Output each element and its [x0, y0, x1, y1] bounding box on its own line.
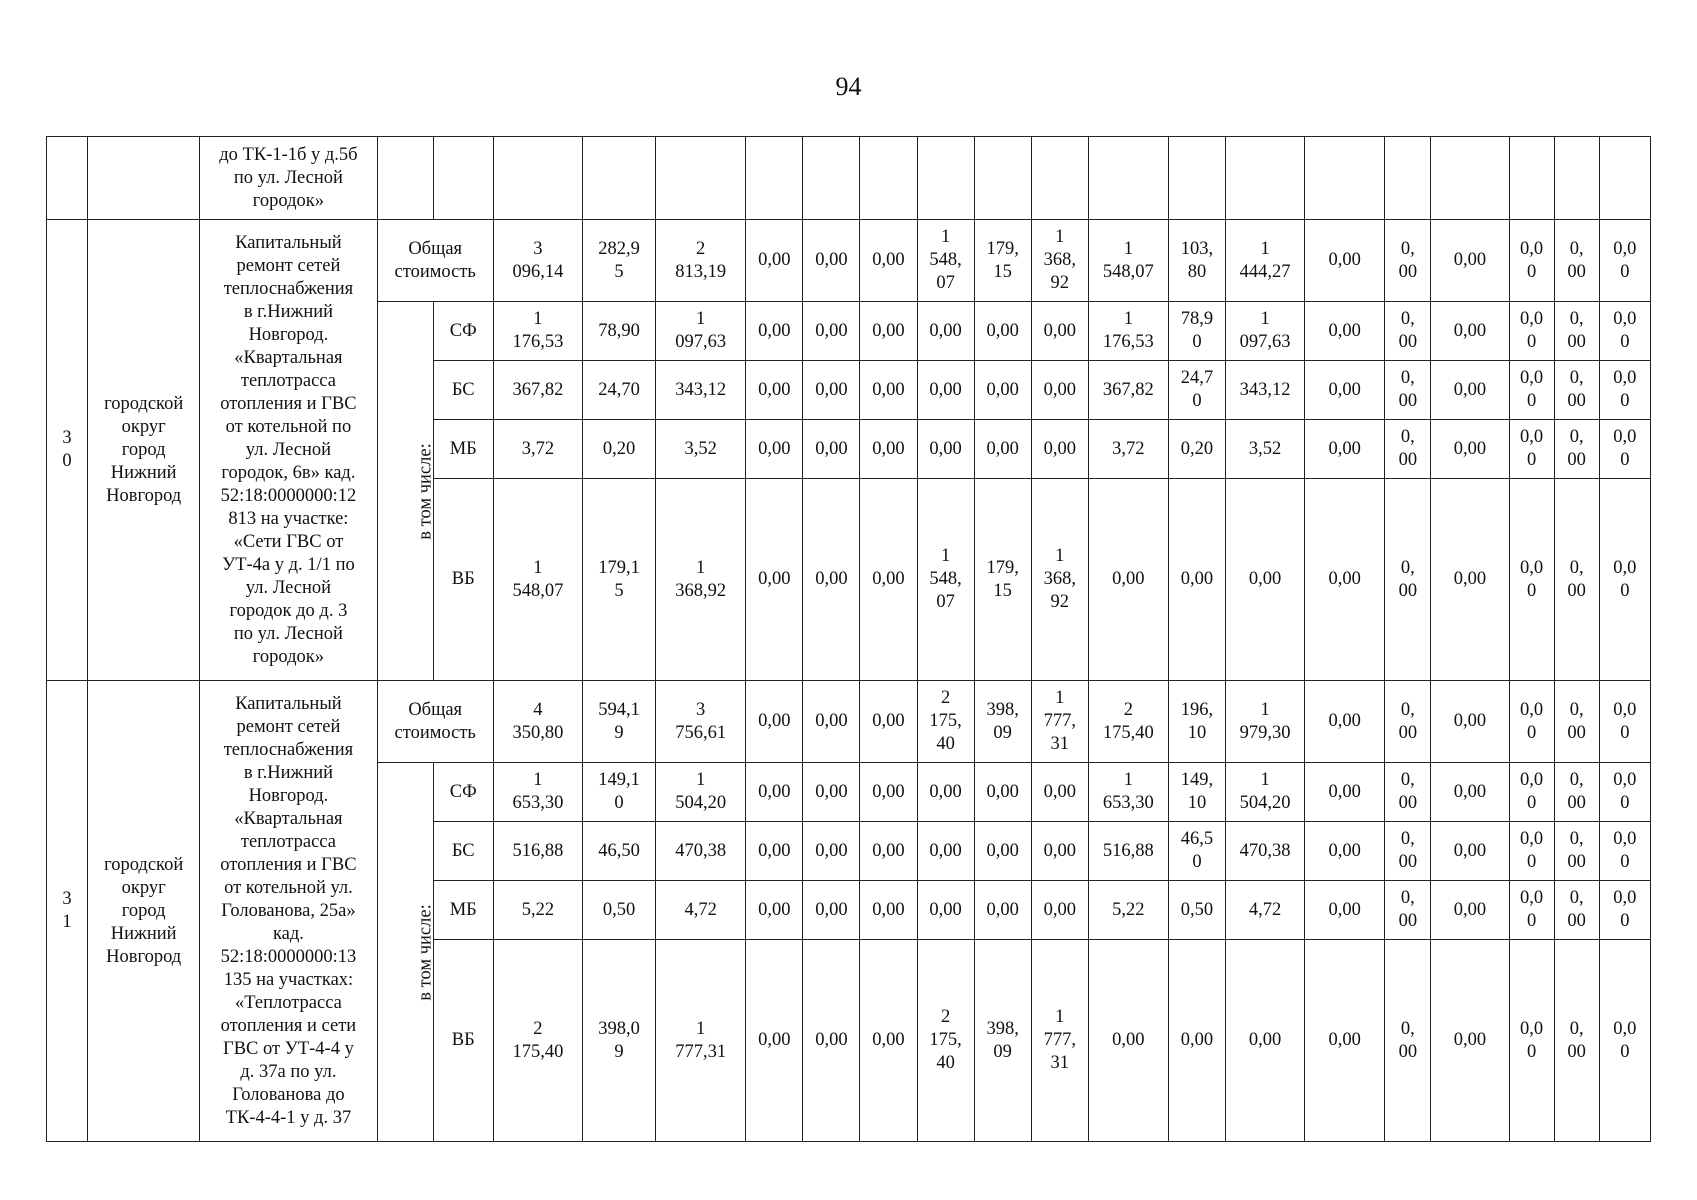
value-cell: 0,00 — [1031, 881, 1088, 940]
value-cell: 0,00 — [746, 220, 803, 302]
value-cell: 3,72 — [1088, 420, 1168, 479]
value-cell: 516,88 — [1088, 822, 1168, 881]
value-cell: 0,00 — [860, 763, 917, 822]
value-cell: 0,00 — [1431, 881, 1509, 940]
value-cell — [582, 137, 655, 220]
value-cell — [1031, 137, 1088, 220]
value-cell: 0, 00 — [1385, 681, 1431, 763]
value-cell: 0,0 0 — [1599, 420, 1650, 479]
value-cell: 0,00 — [1305, 302, 1385, 361]
value-cell: 0,00 — [1031, 420, 1088, 479]
value-cell: 0,0 0 — [1509, 361, 1554, 420]
value-cell: 1 548, 07 — [917, 479, 974, 681]
value-cell: 179,1 5 — [582, 479, 655, 681]
value-cell: 470,38 — [1226, 822, 1305, 881]
value-cell: 149, 10 — [1168, 763, 1225, 822]
value-cell: 0,00 — [1168, 479, 1225, 681]
value-cell: 78,90 — [582, 302, 655, 361]
value-cell: 0,00 — [1031, 763, 1088, 822]
value-cell: 0, 00 — [1554, 822, 1599, 881]
value-cell: 0, 00 — [1554, 681, 1599, 763]
value-cell: 4 350,80 — [493, 681, 582, 763]
description-cell: Капитальный ремонт сетей теплоснабжения в г.Нижний Новгород. «Квартальная теплотрасса отопления и ГВС от котельной по ул. Лесной городок, 6в» кад. 52:18:0000000:12 813 на участке: «Сети ГВС от УТ-4а у д. 1/1 по ул. Лесной городок до д. 3 по ул. Лесной городок» — [200, 220, 377, 681]
owner-cell: городской округ город Нижний Новгород — [88, 220, 200, 681]
total-cost-label: Общая стоимость — [377, 220, 493, 302]
value-cell: 1 777, 31 — [1031, 681, 1088, 763]
value-cell: 5,22 — [493, 881, 582, 940]
funding-source-label: СФ — [433, 302, 493, 361]
value-cell: 0, 00 — [1554, 763, 1599, 822]
value-cell: 3 756,61 — [656, 681, 746, 763]
value-cell — [1554, 137, 1599, 220]
value-cell: 24,7 0 — [1168, 361, 1225, 420]
value-cell: 0,00 — [1431, 763, 1509, 822]
value-cell: 0,00 — [860, 940, 917, 1142]
value-cell: 0,00 — [746, 881, 803, 940]
value-cell: 0,00 — [917, 763, 974, 822]
value-cell: 2 175, 40 — [917, 940, 974, 1142]
value-cell: 0,0 0 — [1509, 302, 1554, 361]
value-cell: 0, 00 — [1385, 940, 1431, 1142]
page-number: 94 — [835, 72, 862, 101]
value-cell: 0,00 — [1305, 940, 1385, 1142]
including-label-cell — [377, 302, 436, 681]
value-cell: 516,88 — [493, 822, 582, 881]
value-cell: 0,00 — [1305, 822, 1385, 881]
value-cell: 24,70 — [582, 361, 655, 420]
value-cell: 0,00 — [1031, 302, 1088, 361]
value-cell — [1305, 137, 1385, 220]
value-cell: 470,38 — [656, 822, 746, 881]
value-cell: 398, 09 — [974, 940, 1031, 1142]
value-cell: 343,12 — [656, 361, 746, 420]
value-cell: 0,00 — [1031, 361, 1088, 420]
value-cell: 0,00 — [803, 302, 860, 361]
value-cell: 0,00 — [1431, 220, 1509, 302]
value-cell: 0,00 — [917, 361, 974, 420]
value-cell: 0, 00 — [1554, 479, 1599, 681]
value-cell: 1 504,20 — [1226, 763, 1305, 822]
value-cell: 0,00 — [803, 479, 860, 681]
value-cell: 103, 80 — [1168, 220, 1225, 302]
value-cell: 0,00 — [1305, 220, 1385, 302]
value-cell: 1 548,07 — [1088, 220, 1168, 302]
value-cell — [1599, 137, 1650, 220]
value-cell: 0,00 — [746, 822, 803, 881]
description-cell: Капитальный ремонт сетей теплоснабжения в г.Нижний Новгород. «Квартальная теплотрасса отопления и ГВС от котельной ул. Голованова, 25а» кад. 52:18:0000000:13 135 на участках: «Теплотрасса отопления и сети ГВС от УТ-4-4 у д. 37а по ул. Голованова до ТК-4-4-1 у д. 37 — [200, 681, 377, 1142]
value-cell: 0,00 — [1305, 420, 1385, 479]
value-cell: 3,52 — [1226, 420, 1305, 479]
value-cell: 0,00 — [860, 681, 917, 763]
value-cell: 0,20 — [582, 420, 655, 479]
value-cell: 0,00 — [1305, 479, 1385, 681]
value-cell: 0,00 — [803, 763, 860, 822]
value-cell: 0,00 — [974, 822, 1031, 881]
value-cell: 179, 15 — [974, 479, 1031, 681]
value-cell: 2 175, 40 — [917, 681, 974, 763]
value-cell: 0,00 — [1431, 681, 1509, 763]
value-cell: 0,00 — [803, 822, 860, 881]
funding-source-label: ВБ — [433, 479, 493, 681]
owner-cell — [88, 137, 200, 220]
value-cell: 0,00 — [1431, 479, 1509, 681]
value-cell: 1 548,07 — [493, 479, 582, 681]
table-body — [47, 137, 1651, 1142]
value-cell: 0,00 — [974, 763, 1031, 822]
value-cell: 0,00 — [917, 302, 974, 361]
value-cell — [860, 137, 917, 220]
value-cell: 0,00 — [974, 881, 1031, 940]
value-cell — [1431, 137, 1509, 220]
value-cell: 0,00 — [803, 881, 860, 940]
value-cell: 0, 00 — [1385, 763, 1431, 822]
value-cell: 0,0 0 — [1599, 881, 1650, 940]
value-cell: 0,0 0 — [1599, 822, 1650, 881]
value-cell: 0,00 — [917, 822, 974, 881]
value-cell: 0,00 — [1088, 940, 1168, 1142]
value-cell: 0,00 — [746, 681, 803, 763]
value-cell — [1168, 137, 1225, 220]
value-cell: 2 175,40 — [1088, 681, 1168, 763]
value-cell: 0,00 — [746, 302, 803, 361]
funding-source-label: БС — [433, 361, 493, 420]
funding-source-label: БС — [433, 822, 493, 881]
value-cell: 0,0 0 — [1599, 681, 1650, 763]
value-cell: 46,50 — [582, 822, 655, 881]
value-cell: 0,00 — [746, 479, 803, 681]
row-number-cell: 3 0 — [47, 220, 88, 681]
value-cell: 0,0 0 — [1509, 220, 1554, 302]
source-label-cell — [377, 137, 433, 220]
value-cell: 0,00 — [803, 681, 860, 763]
value-cell: 1 777, 31 — [1031, 940, 1088, 1142]
value-cell: 0, 00 — [1385, 361, 1431, 420]
value-cell: 0,0 0 — [1599, 940, 1650, 1142]
value-cell: 0, 00 — [1385, 420, 1431, 479]
value-cell: 0,00 — [1431, 420, 1509, 479]
value-cell: 0, 00 — [1554, 420, 1599, 479]
value-cell — [803, 137, 860, 220]
value-cell — [656, 137, 746, 220]
table-row-total — [47, 220, 1651, 302]
value-cell — [1509, 137, 1554, 220]
value-cell: 3,72 — [493, 420, 582, 479]
row-number-cell — [47, 137, 88, 220]
budget-table — [46, 136, 1651, 1142]
value-cell: 46,5 0 — [1168, 822, 1225, 881]
value-cell: 179, 15 — [974, 220, 1031, 302]
funding-source-label: СФ — [433, 763, 493, 822]
value-cell: 0, 00 — [1385, 220, 1431, 302]
value-cell: 367,82 — [1088, 361, 1168, 420]
value-cell: 0,0 0 — [1509, 822, 1554, 881]
value-cell: 0,00 — [1431, 361, 1509, 420]
table-row-total — [47, 681, 1651, 763]
value-cell: 398, 09 — [974, 681, 1031, 763]
value-cell: 0,0 0 — [1599, 763, 1650, 822]
value-cell: 0,0 0 — [1509, 681, 1554, 763]
value-cell: 1 368, 92 — [1031, 220, 1088, 302]
value-cell: 0,00 — [746, 361, 803, 420]
value-cell: 1 777,31 — [656, 940, 746, 1142]
value-cell: 0,00 — [1168, 940, 1225, 1142]
value-cell: 0,00 — [860, 479, 917, 681]
value-cell: 2 175,40 — [493, 940, 582, 1142]
value-cell: 0,00 — [803, 420, 860, 479]
value-cell: 4,72 — [656, 881, 746, 940]
value-cell: 3,52 — [656, 420, 746, 479]
value-cell: 0,00 — [1088, 479, 1168, 681]
value-cell: 0,00 — [860, 881, 917, 940]
value-cell: 0,00 — [860, 822, 917, 881]
value-cell — [917, 137, 974, 220]
value-cell: 1 444,27 — [1226, 220, 1305, 302]
value-cell: 282,9 5 — [582, 220, 655, 302]
funding-source-label: МБ — [433, 881, 493, 940]
value-cell: 1 176,53 — [493, 302, 582, 361]
value-cell: 398,0 9 — [582, 940, 655, 1142]
value-cell: 0,50 — [582, 881, 655, 940]
value-cell: 0,00 — [803, 940, 860, 1142]
value-cell: 0,00 — [860, 220, 917, 302]
total-cost-label: Общая стоимость — [377, 681, 493, 763]
value-cell — [746, 137, 803, 220]
value-cell: 0,00 — [1305, 881, 1385, 940]
including-label: в том числе: — [415, 903, 436, 1001]
value-cell: 0,00 — [1226, 479, 1305, 681]
value-cell: 78,9 0 — [1168, 302, 1225, 361]
value-cell: 0, 00 — [1385, 479, 1431, 681]
value-cell: 0,50 — [1168, 881, 1225, 940]
value-cell: 149,1 0 — [582, 763, 655, 822]
value-cell — [1385, 137, 1431, 220]
funding-source-label: ВБ — [433, 940, 493, 1142]
value-cell: 0,00 — [860, 420, 917, 479]
value-cell: 0,20 — [1168, 420, 1225, 479]
value-cell: 1 979,30 — [1226, 681, 1305, 763]
source-label-cell — [433, 137, 493, 220]
value-cell: 1 097,63 — [1226, 302, 1305, 361]
value-cell: 0,00 — [1031, 822, 1088, 881]
value-cell: 0,00 — [1431, 940, 1509, 1142]
value-cell: 196, 10 — [1168, 681, 1225, 763]
value-cell: 0, 00 — [1554, 220, 1599, 302]
value-cell: 594,1 9 — [582, 681, 655, 763]
value-cell: 367,82 — [493, 361, 582, 420]
value-cell: 1 504,20 — [656, 763, 746, 822]
value-cell: 0, 00 — [1385, 302, 1431, 361]
value-cell: 0, 00 — [1554, 302, 1599, 361]
value-cell: 0,00 — [974, 302, 1031, 361]
value-cell: 0,00 — [860, 361, 917, 420]
value-cell: 1 653,30 — [493, 763, 582, 822]
value-cell: 1 176,53 — [1088, 302, 1168, 361]
value-cell: 0,0 0 — [1599, 361, 1650, 420]
value-cell: 0,00 — [860, 302, 917, 361]
value-cell: 0,00 — [1226, 940, 1305, 1142]
value-cell: 3 096,14 — [493, 220, 582, 302]
value-cell: 2 813,19 — [656, 220, 746, 302]
value-cell — [974, 137, 1031, 220]
value-cell: 0,0 0 — [1599, 302, 1650, 361]
table-row-continuation — [47, 137, 1651, 220]
value-cell: 5,22 — [1088, 881, 1168, 940]
including-label: в том числе: — [415, 442, 436, 540]
value-cell: 0,00 — [1305, 681, 1385, 763]
value-cell: 0,00 — [1305, 361, 1385, 420]
value-cell: 0,00 — [917, 881, 974, 940]
value-cell: 0,0 0 — [1509, 479, 1554, 681]
value-cell: 0, 00 — [1385, 822, 1431, 881]
value-cell: 0,0 0 — [1599, 220, 1650, 302]
value-cell: 0,00 — [746, 763, 803, 822]
value-cell: 1 368,92 — [656, 479, 746, 681]
value-cell: 0,00 — [1305, 763, 1385, 822]
value-cell: 0,00 — [803, 220, 860, 302]
value-cell: 1 097,63 — [656, 302, 746, 361]
value-cell: 0,00 — [974, 420, 1031, 479]
value-cell — [493, 137, 582, 220]
value-cell: 0, 00 — [1554, 940, 1599, 1142]
value-cell: 1 368, 92 — [1031, 479, 1088, 681]
funding-source-label: МБ — [433, 420, 493, 479]
value-cell: 0,0 0 — [1509, 420, 1554, 479]
value-cell: 0,0 0 — [1509, 881, 1554, 940]
value-cell: 0,00 — [746, 420, 803, 479]
value-cell: 343,12 — [1226, 361, 1305, 420]
value-cell: 1 548, 07 — [917, 220, 974, 302]
value-cell: 0, 00 — [1554, 881, 1599, 940]
owner-cell: городской округ город Нижний Новгород — [88, 681, 200, 1142]
value-cell: 0,00 — [917, 420, 974, 479]
row-number-cell: 3 1 — [47, 681, 88, 1142]
value-cell — [1088, 137, 1168, 220]
value-cell: 0,00 — [1431, 822, 1509, 881]
including-label-cell — [377, 763, 436, 1142]
value-cell: 0, 00 — [1385, 881, 1431, 940]
value-cell: 0,00 — [1431, 302, 1509, 361]
value-cell: 0,00 — [803, 361, 860, 420]
value-cell: 0,0 0 — [1509, 763, 1554, 822]
value-cell: 0,0 0 — [1509, 940, 1554, 1142]
value-cell: 0,00 — [974, 361, 1031, 420]
value-cell: 1 653,30 — [1088, 763, 1168, 822]
value-cell: 0,00 — [746, 940, 803, 1142]
value-cell: 0,0 0 — [1599, 479, 1650, 681]
value-cell — [1226, 137, 1305, 220]
value-cell: 0, 00 — [1554, 361, 1599, 420]
value-cell: 4,72 — [1226, 881, 1305, 940]
description-cell: до ТК-1-1б у д.5б по ул. Лесной городок» — [200, 137, 377, 220]
